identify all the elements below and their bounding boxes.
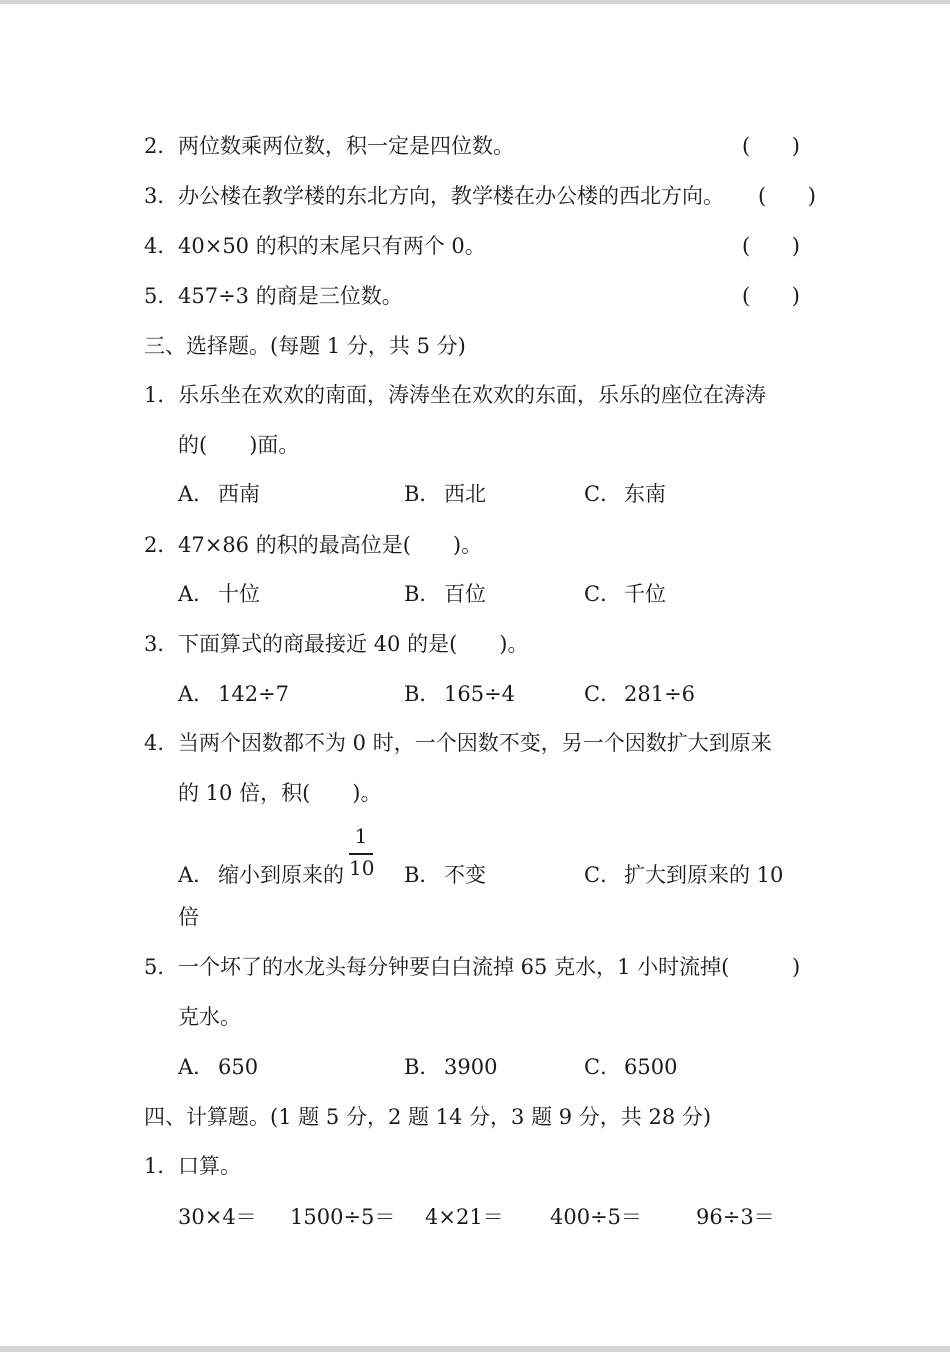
paren-left: ( (758, 184, 767, 208)
paren-right: ) (807, 184, 816, 208)
option-letter: B． (404, 482, 441, 506)
question-text: 两位数乘两位数，积一定是四位数。 (178, 134, 514, 158)
option-a[interactable] (178, 580, 260, 608)
option-letter: C． (584, 582, 622, 606)
choice-question-5 (144, 953, 729, 981)
option-b[interactable] (404, 680, 515, 708)
option-a[interactable] (178, 480, 260, 508)
tf-question-5 (144, 282, 403, 310)
question-text: 40×50 的积的末尾只有两个 0。 (178, 234, 486, 258)
option-text: 千位 (624, 582, 666, 606)
fraction-bar (349, 853, 373, 855)
page-top-edge (0, 0, 950, 4)
option-c[interactable] (584, 680, 695, 708)
option-letter: A． (178, 682, 215, 706)
option-text: 扩大到原来的 10 (624, 863, 784, 887)
option-letter: B． (404, 1055, 441, 1079)
option-c[interactable] (584, 480, 666, 508)
option-letter: B． (404, 582, 441, 606)
tf-question-3 (144, 182, 724, 210)
option-letter: C． (584, 1055, 622, 1079)
choice-question-2 (144, 531, 482, 559)
tf-question-4 (144, 232, 486, 260)
option-letter: C． (584, 863, 622, 887)
question-number: 5． (144, 955, 179, 979)
choice-question-3 (144, 630, 528, 658)
option-a[interactable] (178, 680, 289, 708)
option-c[interactable] (584, 580, 666, 608)
paren-left: ( (742, 284, 751, 308)
option-c[interactable] (584, 861, 783, 889)
option-b[interactable] (404, 580, 486, 608)
question-number: 3． (144, 184, 179, 208)
fraction-one-tenth (349, 825, 373, 881)
question-number: 2． (144, 533, 179, 557)
option-text: 百位 (444, 582, 486, 606)
section-title: 四、计算题。(1 题 5 分，2 题 14 分，3 题 9 分，共 28 分) (144, 1105, 712, 1129)
option-letter: C． (584, 682, 622, 706)
question-text: 口算。 (178, 1154, 241, 1178)
option-text: 281÷6 (624, 682, 696, 706)
tf-question-2 (144, 132, 514, 160)
option-b[interactable] (404, 861, 486, 889)
option-text: 缩小到原来的 (218, 863, 344, 887)
question-text: 当两个因数都不为 0 时，一个因数不变，另一个因数扩大到原来 (178, 731, 772, 755)
question-number: 1． (144, 1154, 179, 1178)
option-c[interactable] (584, 1053, 677, 1081)
question-text: 457÷3 的商是三位数。 (178, 284, 403, 308)
option-letter: A． (178, 863, 215, 887)
paren-right: ) (791, 284, 800, 308)
choice-question-1 (144, 381, 766, 409)
option-text: 十位 (218, 582, 260, 606)
section-title: 三、选择题。(每题 1 分，共 5 分) (144, 334, 466, 358)
option-letter: C． (584, 482, 622, 506)
question-text: 47×86 的积的最高位是( )。 (178, 533, 483, 557)
option-letter: A． (178, 1055, 215, 1079)
question-text-continued: 克水。 (178, 1005, 241, 1029)
question-text: 乐乐坐在欢欢的南面，涛涛坐在欢欢的东面，乐乐的座位在涛涛 (178, 383, 766, 407)
question-number: 4． (144, 234, 179, 258)
paren-left: ( (742, 234, 751, 258)
option-letter: B． (404, 682, 441, 706)
question-text-continued: 的 10 倍，积( )。 (178, 781, 382, 805)
question-text: 下面算式的商最接近 40 的是( )。 (178, 632, 529, 656)
question-text-continued: 的( )面。 (178, 433, 300, 457)
page-bottom-edge (0, 1346, 950, 1352)
paren-right: ) (791, 234, 800, 258)
question-text: 一个坏了的水龙头每分钟要白白流掉 65 克水，1 小时流掉( (178, 955, 730, 979)
option-b[interactable] (404, 1053, 497, 1081)
option-text: 6500 (624, 1055, 678, 1079)
fraction-numerator: 1 (354, 824, 368, 848)
fraction-denominator: 10 (349, 856, 375, 880)
option-a[interactable] (178, 1053, 258, 1081)
option-letter: A． (178, 582, 215, 606)
option-text: 西南 (218, 482, 260, 506)
option-a-continued: 倍 (178, 905, 199, 929)
option-b[interactable] (404, 480, 486, 508)
question-number: 3． (144, 632, 179, 656)
question-number: 1． (144, 383, 179, 407)
oral-calc-item: 30×4＝ (178, 1205, 257, 1229)
option-letter: A． (178, 482, 215, 506)
oral-calc-item: 4×21＝ (425, 1205, 504, 1229)
option-text: 165÷4 (444, 682, 516, 706)
oral-calc-item: 96÷3＝ (696, 1205, 775, 1229)
oral-calc-item: 1500÷5＝ (290, 1205, 396, 1229)
question-text: 办公楼在教学楼的东北方向，教学楼在办公楼的西北方向。 (178, 184, 724, 208)
choice-question-4 (144, 729, 772, 757)
question-number: 2． (144, 134, 179, 158)
option-text: 142÷7 (218, 682, 290, 706)
paren-left: ( (742, 134, 751, 158)
option-text: 3900 (444, 1055, 498, 1079)
option-text: 不变 (444, 863, 486, 887)
option-text: 西北 (444, 482, 486, 506)
option-text: 东南 (624, 482, 666, 506)
option-letter: B． (404, 863, 441, 887)
oral-calc-heading (144, 1152, 241, 1180)
question-number: 5． (144, 284, 179, 308)
paren-right: ) (791, 134, 800, 158)
question-number: 4． (144, 731, 179, 755)
paren-right: ) (792, 955, 801, 979)
oral-calc-item: 400÷5＝ (550, 1205, 643, 1229)
option-text: 650 (218, 1055, 259, 1079)
option-a[interactable] (178, 861, 344, 889)
